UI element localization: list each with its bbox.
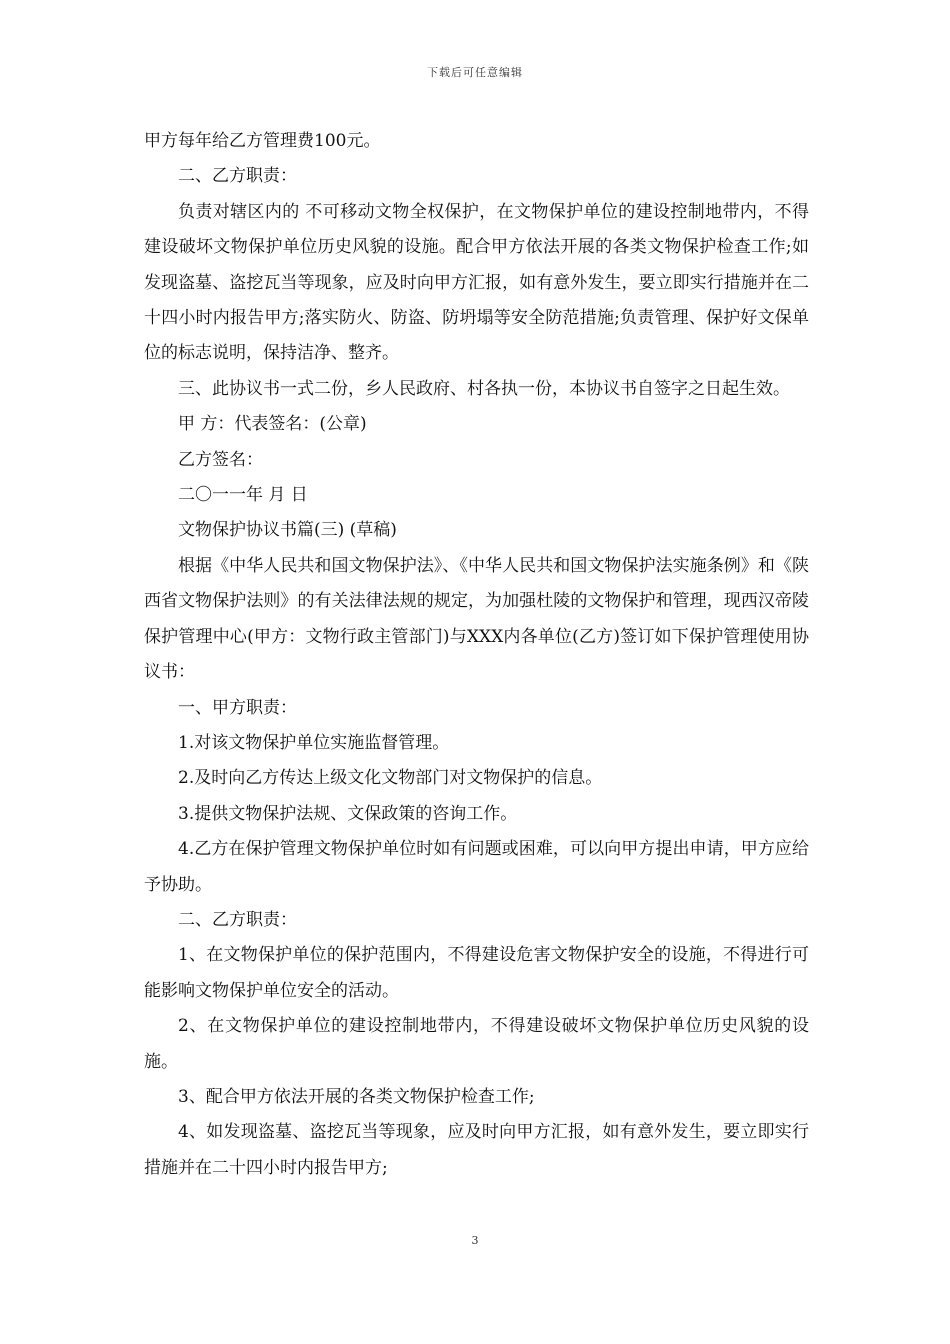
document-body [144,124,809,1186]
paragraph: 甲 方：代表签名：(公章) [178,414,367,435]
paragraph: 2、在文物保护单位的建设控制地带内，不得建设破坏文物保护单位历史风貌的设施。 [144,1016,809,1072]
paragraph: 1.对该文物保护单位实施监督管理。 [178,732,450,753]
paragraph: 3.提供文物保护法规、文保政策的咨询工作。 [178,803,518,824]
section-title: 文物保护协议书篇(三) (草稿) [178,520,397,541]
paragraph: 一、甲方职责： [178,697,297,718]
paragraph: 乙方签名： [178,449,263,470]
page-number: 3 [471,1234,479,1247]
paragraph: 1、在文物保护单位的保护范围内，不得建设危害文物保护安全的设施，不得进行可能影响文物保护单位安全的活动。 [144,945,809,1001]
paragraph: 2.及时向乙方传达上级文化文物部门对文物保护的信息。 [178,768,603,789]
page-header: 下载后可任意编辑 [427,66,523,79]
paragraph: 三、此协议书一式二份，乡人民政府、村各执一份，本协议书自签字之日起生效。 [178,378,790,399]
paragraph: 3、配合甲方依法开展的各类文物保护检查工作; [178,1086,535,1107]
paragraph: 二、乙方职责： [178,909,297,930]
paragraph: 负责对辖区内的 不可移动文物全权保护，在文物保护单位的建设控制地带内，不得建设破坏文物保护单位历史风貌的设施。配合甲方依法开展的各类文物保护检查工作;如发现盗墓、盗挖瓦当等现象，应及时向甲方汇报，如有意外发生，要立即实行措施并在二十四小时内报告甲方;落实防火、防盗、防坍塌等安全防范措施;负责管理、保护好文保单位的标志说明，保持洁净、整齐。 [144,201,809,364]
paragraph: 4.乙方在保护管理文物保护单位时如有问题或困难，可以向甲方提出申请，甲方应给予协助。 [144,839,809,895]
paragraph: 二、乙方职责： [178,166,297,187]
paragraph: 二〇一一年 月 日 [178,485,308,506]
paragraph: 根据《中华人民共和国文物保护法》、《中华人民共和国文物保护法实施条例》和《陕西省文物保护法则》的有关法律法规的规定，为加强杜陵的文物保护和管理，现西汉帝陵保护管理中心(甲方：文物行政主管部门)与XXX内各单位(乙方)签订如下保护管理使用协议书： [144,555,809,683]
paragraph: 甲方每年给乙方管理费100元。 [144,131,381,151]
paragraph: 4、如发现盗墓、盗挖瓦当等现象，应及时向甲方汇报，如有意外发生，要立即实行措施并在二十四小时内报告甲方; [144,1122,809,1178]
